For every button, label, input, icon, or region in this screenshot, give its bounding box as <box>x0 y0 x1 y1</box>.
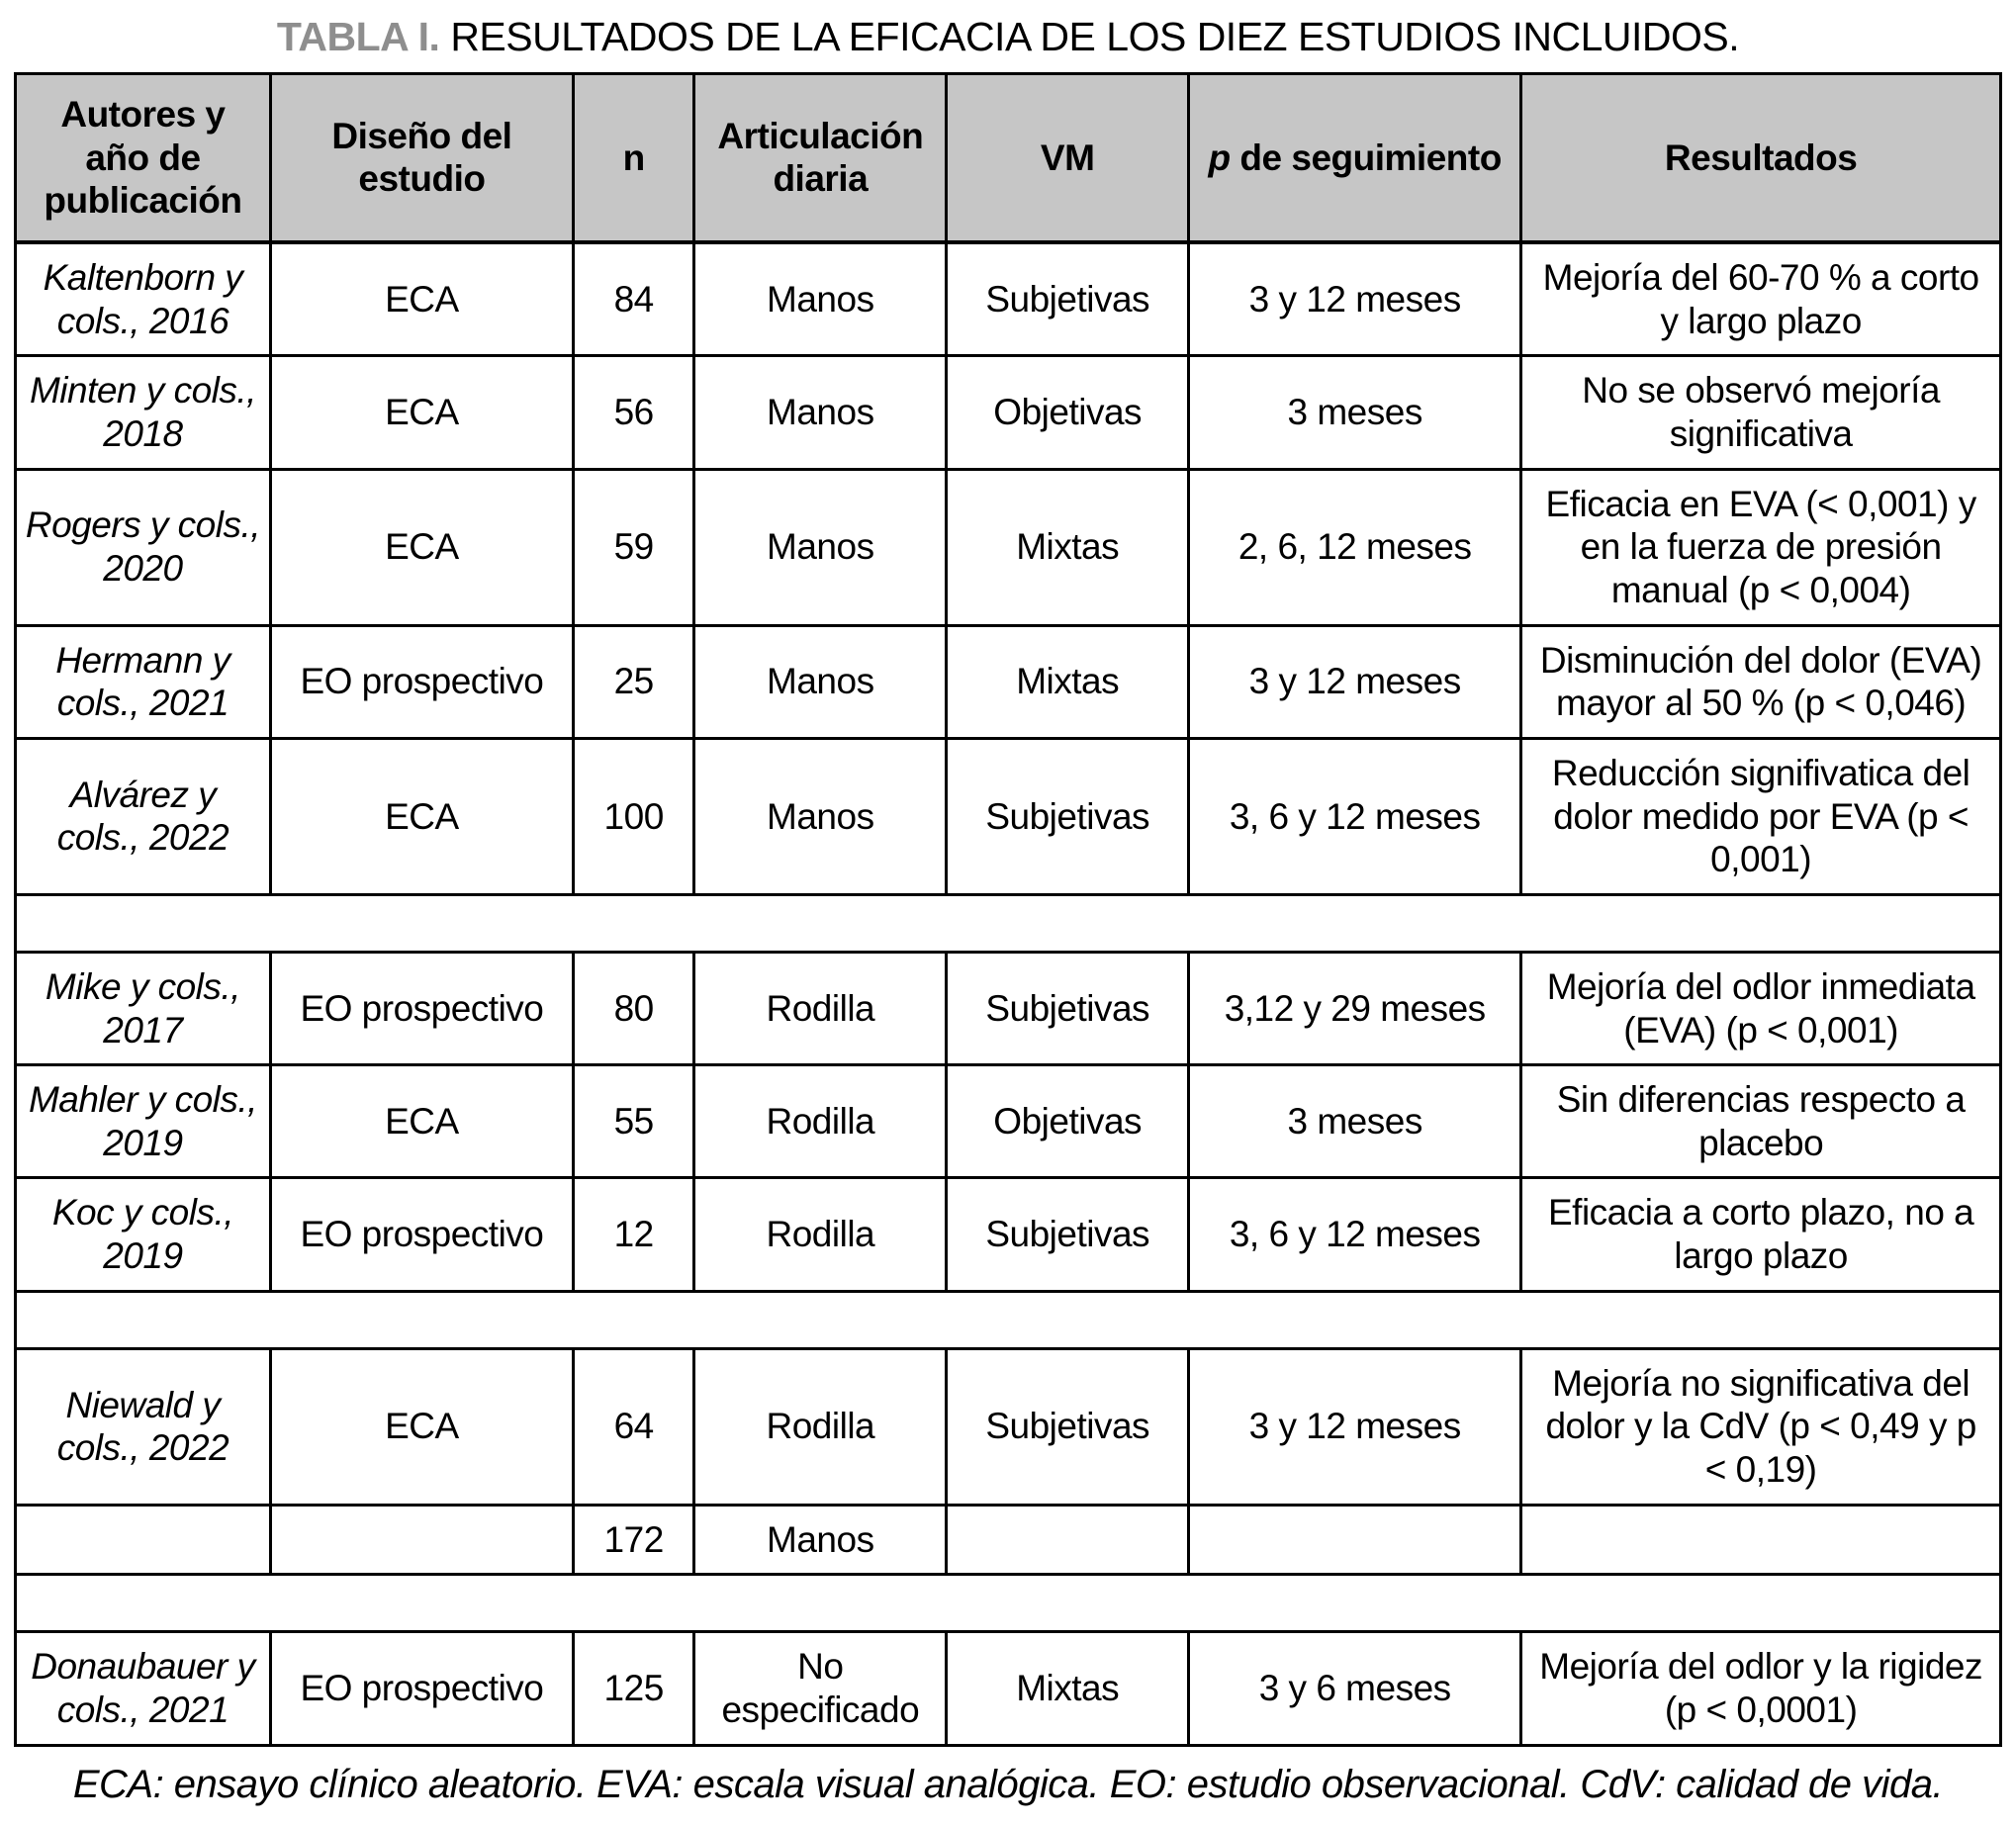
cell-articulacion-diaria: Manos <box>694 738 947 894</box>
table-row <box>16 1348 2001 1505</box>
cell-resultados: Disminución del dolor (EVA) mayor al 50 % (p < 0,046) <box>1521 625 2001 738</box>
cell-vm: Objetivas <box>947 356 1189 469</box>
cell-p-de-seguimiento: 3 meses <box>1189 1065 1521 1178</box>
header-row <box>16 74 2001 242</box>
cell-resultados: Eficacia a corto plazo, no a largo plazo <box>1521 1178 2001 1291</box>
cell-articulacion-diaria: Rodilla <box>694 1178 947 1291</box>
table-title-text: RESULTADOS DE LA EFICACIA DE LOS DIEZ ESTUDIOS INCLUIDOS. <box>450 14 1740 59</box>
spacer-cell <box>16 894 2001 952</box>
cell-p-de-seguimiento: 3 y 6 meses <box>1189 1632 1521 1745</box>
header-p-de-seguimiento: p de seguimiento <box>1189 74 1521 242</box>
header-vm: VM <box>947 74 1189 242</box>
table-row <box>16 1632 2001 1745</box>
cell-autores-y-ano: Kaltenborn y cols., 2016 <box>16 242 271 356</box>
table-row <box>16 625 2001 738</box>
cell-p-de-seguimiento: 3 y 12 meses <box>1189 242 1521 356</box>
cell-n: 84 <box>573 242 693 356</box>
table-row <box>16 1065 2001 1178</box>
cell-resultados: Reducción signifivatica del dolor medido por EVA (p < 0,001) <box>1521 738 2001 894</box>
cell-autores-y-ano: Minten y cols., 2018 <box>16 356 271 469</box>
cell-p-de-seguimiento: 3 meses <box>1189 356 1521 469</box>
cell-n: 59 <box>573 469 693 625</box>
table-row <box>16 356 2001 469</box>
results-table-body <box>16 242 2001 1745</box>
cell-n: 125 <box>573 1632 693 1745</box>
cell-diseno-del-estudio <box>270 1505 573 1575</box>
cell-autores-y-ano: Mahler y cols., 2019 <box>16 1065 271 1178</box>
cell-vm: Mixtas <box>947 1632 1189 1745</box>
cell-autores-y-ano: Niewald y cols., 2022 <box>16 1348 271 1505</box>
cell-autores-y-ano: Mike y cols., 2017 <box>16 952 271 1064</box>
header-n: n <box>573 74 693 242</box>
cell-diseno-del-estudio: EO prospectivo <box>270 952 573 1064</box>
table-row <box>16 952 2001 1064</box>
cell-p-de-seguimiento: 3, 6 y 12 meses <box>1189 1178 1521 1291</box>
cell-diseno-del-estudio: ECA <box>270 1065 573 1178</box>
table-row <box>16 242 2001 356</box>
header-resultados: Resultados <box>1521 74 2001 242</box>
cell-n: 12 <box>573 1178 693 1291</box>
cell-autores-y-ano: Koc y cols., 2019 <box>16 1178 271 1291</box>
table-row <box>16 469 2001 625</box>
table-row <box>16 738 2001 894</box>
cell-articulacion-diaria: No especificado <box>694 1632 947 1745</box>
table-footnote: ECA: ensayo clínico aleatorio. EVA: escala visual analógica. EO: estudio observacional. CdV: calidad de vida. <box>72 1762 1944 1806</box>
cell-n: 172 <box>573 1505 693 1575</box>
cell-n: 80 <box>573 952 693 1064</box>
cell-autores-y-ano <box>16 1505 271 1575</box>
table-row <box>16 1178 2001 1291</box>
cell-autores-y-ano: Alvárez y cols., 2022 <box>16 738 271 894</box>
cell-articulacion-diaria: Rodilla <box>694 1348 947 1505</box>
cell-autores-y-ano: Rogers y cols., 2020 <box>16 469 271 625</box>
cell-p-de-seguimiento: 3 y 12 meses <box>1189 1348 1521 1505</box>
cell-resultados: Sin diferencias respecto a placebo <box>1521 1065 2001 1178</box>
cell-vm: Subjetivas <box>947 952 1189 1064</box>
table-title-label: TABLA I. <box>276 14 440 59</box>
cell-p-de-seguimiento <box>1189 1505 1521 1575</box>
cell-vm: Mixtas <box>947 625 1189 738</box>
cell-resultados <box>1521 1505 2001 1575</box>
cell-p-de-seguimiento: 3,12 y 29 meses <box>1189 952 1521 1064</box>
spacer-row <box>16 1291 2001 1348</box>
header-diseno-del-estudio: Diseño del estudio <box>270 74 573 242</box>
cell-resultados: Mejoría no significativa del dolor y la CdV (p < 0,49 y p < 0,19) <box>1521 1348 2001 1505</box>
cell-n: 25 <box>573 625 693 738</box>
cell-n: 56 <box>573 356 693 469</box>
cell-autores-y-ano: Hermann y cols., 2021 <box>16 625 271 738</box>
cell-articulacion-diaria: Rodilla <box>694 1065 947 1178</box>
cell-diseno-del-estudio: ECA <box>270 356 573 469</box>
cell-diseno-del-estudio: ECA <box>270 738 573 894</box>
cell-diseno-del-estudio: ECA <box>270 242 573 356</box>
cell-articulacion-diaria: Manos <box>694 356 947 469</box>
spacer-row <box>16 1575 2001 1632</box>
cell-n: 55 <box>573 1065 693 1178</box>
spacer-row <box>16 894 2001 952</box>
cell-vm: Subjetivas <box>947 1348 1189 1505</box>
cell-vm: Subjetivas <box>947 242 1189 356</box>
spacer-cell <box>16 1291 2001 1348</box>
cell-diseno-del-estudio: EO prospectivo <box>270 625 573 738</box>
cell-autores-y-ano: Donaubauer y cols., 2021 <box>16 1632 271 1745</box>
cell-articulacion-diaria: Manos <box>694 469 947 625</box>
cell-resultados: No se observó mejoría significativa <box>1521 356 2001 469</box>
cell-p-de-seguimiento: 2, 6, 12 meses <box>1189 469 1521 625</box>
header-articulacion-diaria: Articulación diaria <box>694 74 947 242</box>
cell-diseno-del-estudio: ECA <box>270 1348 573 1505</box>
cell-diseno-del-estudio: EO prospectivo <box>270 1632 573 1745</box>
cell-articulacion-diaria: Manos <box>694 625 947 738</box>
cell-vm: Objetivas <box>947 1065 1189 1178</box>
cell-n: 100 <box>573 738 693 894</box>
cell-diseno-del-estudio: ECA <box>270 469 573 625</box>
cell-resultados: Mejoría del odlor y la rigidez (p < 0,0001) <box>1521 1632 2001 1745</box>
cell-vm <box>947 1505 1189 1575</box>
cell-diseno-del-estudio: EO prospectivo <box>270 1178 573 1291</box>
cell-resultados: Mejoría del 60-70 % a corto y largo plazo <box>1521 242 2001 356</box>
cell-p-de-seguimiento: 3 y 12 meses <box>1189 625 1521 738</box>
table-title <box>14 14 2002 60</box>
cell-resultados: Eficacia en EVA (< 0,001) y en la fuerza de presión manual (p < 0,004) <box>1521 469 2001 625</box>
cell-articulacion-diaria: Rodilla <box>694 952 947 1064</box>
table-row <box>16 1505 2001 1575</box>
cell-n: 64 <box>573 1348 693 1505</box>
cell-resultados: Mejoría del odlor inmediata (EVA) (p < 0,001) <box>1521 952 2001 1064</box>
results-table <box>14 72 2002 1747</box>
cell-vm: Subjetivas <box>947 738 1189 894</box>
cell-articulacion-diaria: Manos <box>694 242 947 356</box>
spacer-cell <box>16 1575 2001 1632</box>
cell-vm: Subjetivas <box>947 1178 1189 1291</box>
results-table-header <box>16 74 2001 242</box>
cell-p-de-seguimiento: 3, 6 y 12 meses <box>1189 738 1521 894</box>
cell-vm: Mixtas <box>947 469 1189 625</box>
header-italic-p: p <box>1208 137 1231 178</box>
cell-articulacion-diaria: Manos <box>694 1505 947 1575</box>
header-autores-y-ano: Autores y año de publicación <box>16 74 271 242</box>
